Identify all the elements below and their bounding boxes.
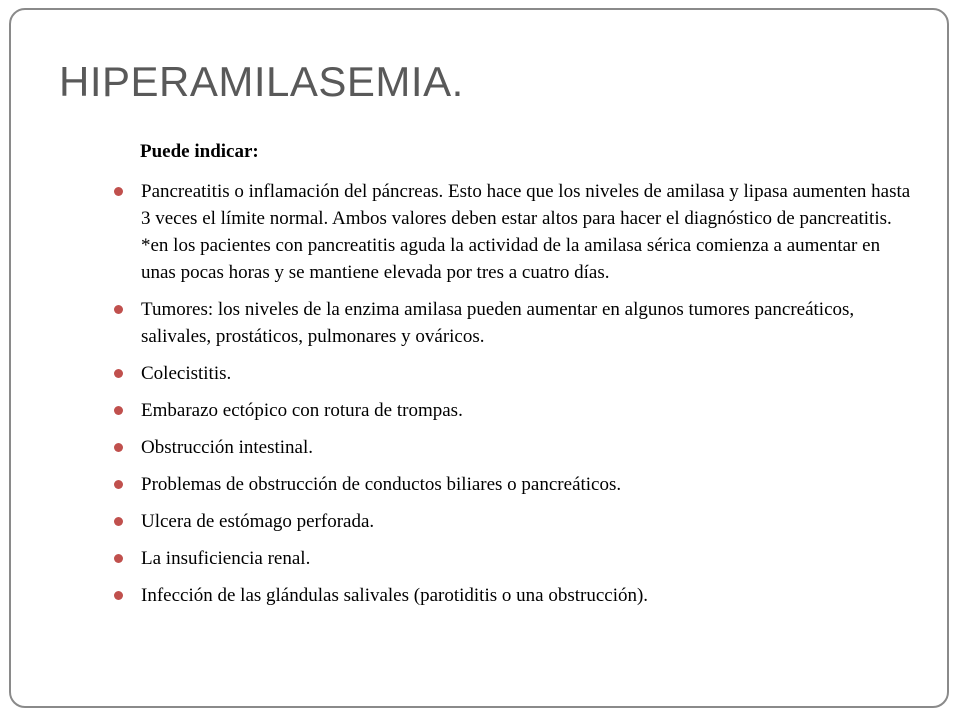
slide-frame: [9, 8, 949, 708]
bullet-item-pancreatitis: Pancreatitis o inflamación del páncreas. Esto hace que los niveles de amilasa y lipasa aumenten hasta 3 veces el límite normal. Ambos valores deben estar altos para hacer el diagnóstico de pancreatitis. *en los pacientes con pancreatitis aguda la actividad de la amilasa sérica comienza a aumentar en unas pocas horas y se mantiene elevada por tres a cuatro días.: [114, 178, 914, 286]
bullet-item-embarazo-ectopico: Embarazo ectópico con rotura de trompas.: [114, 397, 914, 424]
bullet-item-infeccion-glandulas: Infección de las glándulas salivales (parotiditis o una obstrucción).: [114, 582, 914, 609]
bullet-item-obstruccion-conductos: Problemas de obstrucción de conductos biliares o pancreáticos.: [114, 471, 914, 498]
bullet-list: [114, 178, 914, 609]
bullet-item-tumores: Tumores: los niveles de la enzima amilasa pueden aumentar en algunos tumores pancreáticos, salivales, prostáticos, pulmonares y ováricos.: [114, 296, 914, 350]
slide-content: [114, 138, 914, 619]
slide-subtitle: Puede indicar:: [140, 141, 259, 162]
bullet-item-ulcera: Ulcera de estómago perforada.: [114, 508, 914, 535]
slide-title: HIPERAMILASEMIA.: [59, 58, 464, 105]
bullet-item-obstruccion-intestinal: Obstrucción intestinal.: [114, 434, 914, 461]
bullet-item-colecistitis: Colecistitis.: [114, 360, 914, 387]
bullet-item-insuficiencia-renal: La insuficiencia renal.: [114, 545, 914, 572]
